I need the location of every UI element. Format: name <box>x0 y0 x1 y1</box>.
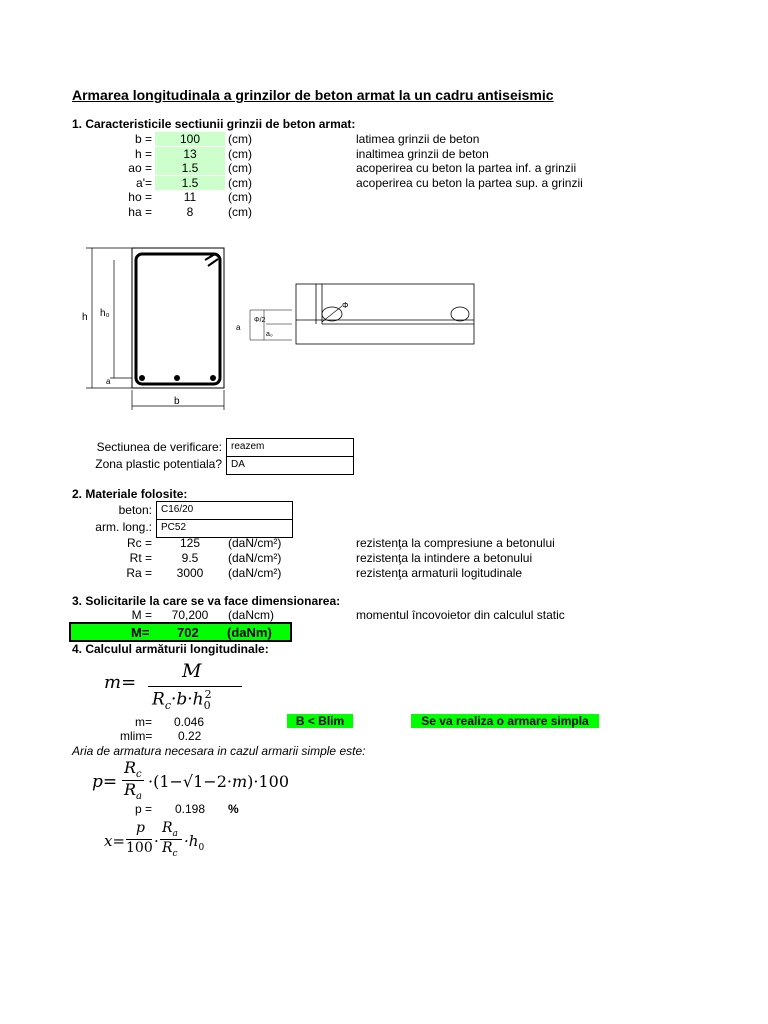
param-desc: acoperirea cu beton la partea sup. a grinzii <box>356 175 583 190</box>
stirrup-hook <box>208 259 218 266</box>
rebar-middle <box>174 375 180 381</box>
label-a0: a₀ <box>266 331 273 338</box>
plastic-zone-label: Zona plastic potentiala? <box>95 457 222 471</box>
longitudinal-detail-diagram <box>234 280 484 350</box>
material-label: Rt = <box>129 551 152 565</box>
param-desc: latimea grinzii de beton <box>356 132 480 146</box>
moment-label: M = <box>131 608 152 622</box>
material-label: Rc = <box>126 536 152 550</box>
material-value: 125 <box>179 536 201 550</box>
rebar-left <box>139 375 145 381</box>
param-value[interactable]: 1.5 <box>155 161 225 175</box>
moment-desc: momentul încovoietor din calculul static <box>356 608 565 622</box>
section-3-heading: 3. Solicitarile la care se va face dimensionarea: <box>72 594 341 608</box>
param-value[interactable]: 100 <box>155 132 225 146</box>
moment-unit: (daNcm) <box>228 608 275 622</box>
param-value[interactable]: 1.5 <box>155 176 225 190</box>
check-badge: B < Blim <box>287 714 353 728</box>
p-value: 0.198 <box>175 802 206 816</box>
plastic-zone-field[interactable]: DA <box>226 456 354 475</box>
m-value: 0.046 <box>174 715 205 729</box>
mlim-value: 0.22 <box>178 729 202 743</box>
material-desc: rezistenţa la intindere a betonului <box>356 551 533 565</box>
dim-a: a <box>106 377 111 386</box>
rebar-class-field[interactable]: PC52 <box>156 519 293 538</box>
label-a-side: a <box>236 323 241 332</box>
section-2-heading: 2. Materiale folosite: <box>72 487 188 501</box>
rebar-label: arm. long.: <box>95 520 152 534</box>
moment-summary-label: M= <box>131 625 150 640</box>
param-label: ha = <box>128 205 152 219</box>
material-value: 9.5 <box>181 551 199 565</box>
moment-summary-unit: (daNm) <box>227 625 272 640</box>
cross-section-diagram <box>70 240 260 412</box>
material-unit: (daN/cm²) <box>228 551 282 565</box>
param-value[interactable]: 13 <box>155 147 225 161</box>
dim-b: b <box>174 396 180 407</box>
material-value: 3000 <box>176 566 204 580</box>
formula-p: p= $R_c$ $R_a$ ·(1−√1−2·m)·100 <box>92 758 290 803</box>
section-1-heading: 1. Caracteristicile sectiunii grinzii de beton armat: <box>72 117 356 131</box>
section-check-label: Sectiunea de verificare: <box>96 440 222 454</box>
result-badge: Se va realiza o armare simpla <box>411 714 599 728</box>
label-phi2: Φ/2 <box>254 317 266 324</box>
material-desc: rezistenţa armaturii logitudinale <box>356 566 523 580</box>
param-value: 11 <box>183 190 197 205</box>
section-check-field[interactable]: reazem <box>226 438 354 457</box>
formula-m: m= M $R_c\cdot b\cdot h_0^2$ <box>104 660 244 716</box>
m-label: m= <box>134 715 152 729</box>
formula-x: x= p 100 · $R_a$ $R_c$ $\cdot h_0$ <box>104 820 205 859</box>
section-4-heading: 4. Calculul armăturii longitudinale: <box>72 642 269 656</box>
section-outline <box>132 248 224 388</box>
rebar-right <box>210 375 216 381</box>
param-unit: (cm) <box>228 146 252 161</box>
param-desc: acoperirea cu beton la partea inf. a grinzii <box>356 161 577 176</box>
param-unit: (cm) <box>228 205 252 219</box>
param-label: ho = <box>128 190 152 205</box>
param-value: 8 <box>186 205 194 219</box>
concrete-label: beton: <box>118 503 152 517</box>
material-desc: rezistenţa la compresiune a betonului <box>356 536 555 550</box>
param-unit: (cm) <box>228 190 252 205</box>
param-label: h = <box>134 146 152 161</box>
param-label: ao = <box>128 161 152 176</box>
param-desc: inaltimea grinzii de beton <box>356 146 489 161</box>
param-unit: (cm) <box>228 132 252 146</box>
page-title: Armarea longitudinala a grinzilor de beton armat la un cadru antiseismic <box>72 87 554 103</box>
moment-summary-bar <box>69 622 292 642</box>
material-unit: (daN/cm²) <box>228 536 282 550</box>
moment-summary-value: 702 <box>177 625 199 640</box>
param-label: b = <box>134 132 152 146</box>
material-unit: (daN/cm²) <box>228 566 282 580</box>
mlim-label: mlim= <box>120 729 153 743</box>
p-unit: % <box>228 802 239 816</box>
label-phi: Φ <box>342 301 349 310</box>
p-label: p = <box>134 802 152 816</box>
param-label: a'= <box>136 175 152 190</box>
area-note: Aria de armatura necesara in cazul armarii simple este: <box>72 744 366 758</box>
dim-h0: h₀ <box>100 308 110 319</box>
dim-h: h <box>82 312 88 323</box>
concrete-class-field[interactable]: C16/20 <box>156 501 293 520</box>
stirrup <box>136 254 220 384</box>
moment-value: 70,200 <box>171 608 209 622</box>
material-label: Ra = <box>126 566 152 580</box>
param-unit: (cm) <box>228 175 252 190</box>
param-unit: (cm) <box>228 161 252 176</box>
